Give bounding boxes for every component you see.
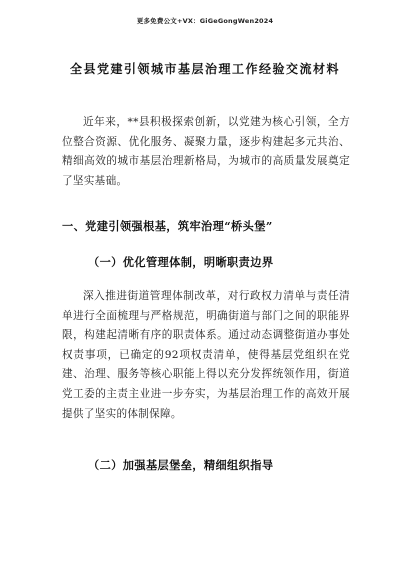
section-heading-1: 一、党建引领强根基，筑牢治理“桥头堡”	[62, 219, 273, 233]
subsection-heading-1: （一）优化管理体制，明晰职责边界	[88, 255, 274, 269]
header-note: 更多免费公文+VX：GiGeGongWen2024	[136, 17, 274, 25]
subsection-1-paragraph: 深入推进街道管理体制改革，对行政权力清单与责任清单进行全面梳理与严格规范，明确街道与部门之间的职能界限，构建起清晰有序的职责体系。通过动态调整街道办事处权责事项，已确定的92项权责清单，使得基层党组织在党建、治理、服务等核心职能上得以充分发挥统领作用，街道党工委的主责主业进一步夯实，为基层治理工作的高效开展提供了坚实的体制保障。	[62, 290, 350, 420]
subsection-heading-2: （二）加强基层堡垒，精细组织指导	[88, 458, 274, 472]
intro-paragraph: 近年来，**县积极探索创新，以党建为核心引领，全方位整合资源、优化服务、凝聚力量，逐步构建起多元共治、精细高效的城市基层治理新格局，为城市的高质量发展奠定了坚实基础。	[62, 116, 350, 187]
document-title: 全县党建引领城市基层治理工作经验交流材料	[69, 62, 340, 76]
